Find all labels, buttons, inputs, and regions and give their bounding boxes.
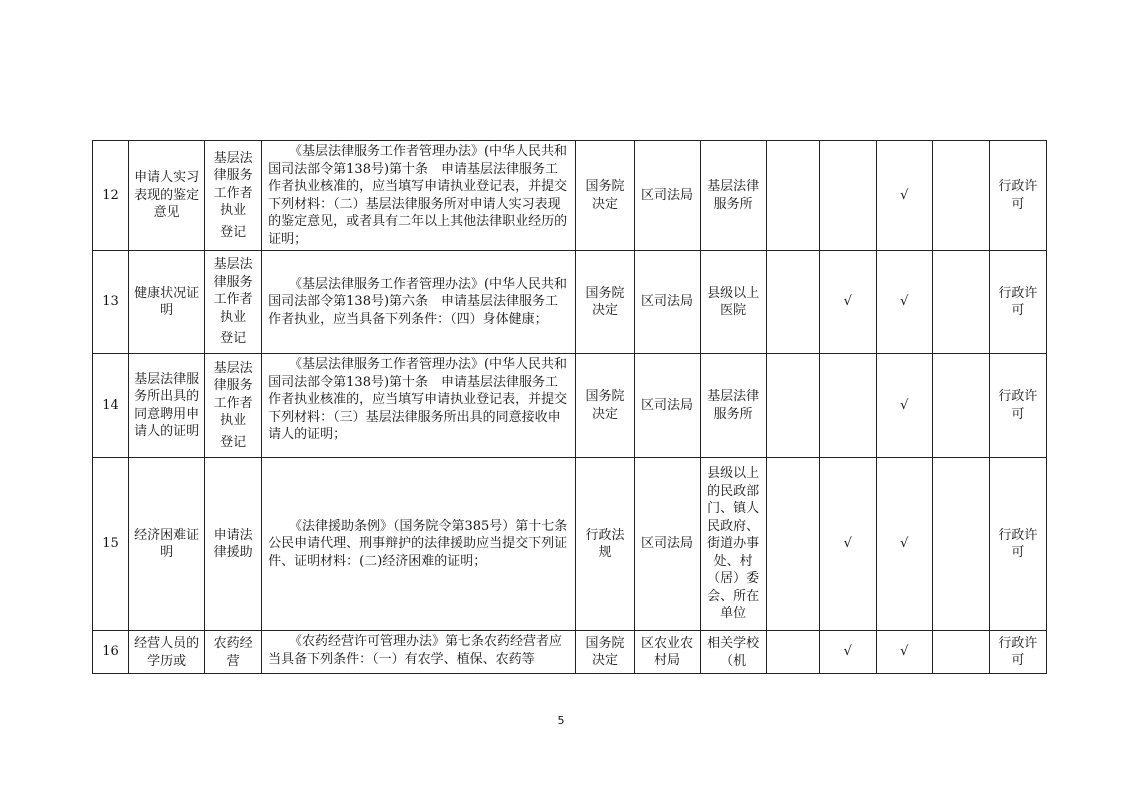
service-category [205,631,262,674]
check-cell [766,251,819,354]
table-row [93,141,1047,251]
check-cell: √ [876,141,932,251]
category-subtext: 登记 [220,331,247,347]
table-row [93,458,1047,631]
service-category [205,251,262,354]
category-text: 基层法律服务工作者执业 [213,150,253,219]
category-text: 申请法律援助 [213,527,253,560]
basis-level: 行政法规 [576,458,634,631]
check-cell: √ [876,458,932,631]
legal-basis: 《法律援助条例》（国务院令第385号）第十七条 公民申请代理、刑事辩护的法律援助应当提交下列证件、证明材料：(二)经济困难的证明； [262,458,576,631]
check-cell [819,141,876,251]
basis-level: 国务院决定 [576,141,634,251]
certificate-item: 经营人员的学历或 [129,631,205,674]
issuing-authority: 县级以上的民政部门、镇人民政府、街道办事处、村（居）委会、所在单位 [700,458,766,631]
row-number: 13 [93,251,129,354]
service-category [205,458,262,631]
legal-basis: 《基层法律服务工作者管理办法》(中华人民共和国司法部令第138号)第十条 申请基层法律服务工作者执业核准的，应当填写申请执业登记表，并提交下列材料：（二）基层法律服务所对申请人实习表现的鉴定意见，或者具有二年以上其他法律职业经历的证明； [262,141,576,251]
service-category [205,141,262,251]
legal-basis: 《基层法律服务工作者管理办法》(中华人民共和国司法部令第138号)第六条 申请基层法律服务工作者执业，应当具备下列条件：（四）身体健康； [262,251,576,354]
legal-basis: 《基层法律服务工作者管理办法》(中华人民共和国司法部令第138号)第十条 申请基层法律服务工作者执业核准的，应当填写申请执业登记表，并提交下列材料：（三）基层法律服务所出具的同意接收申请人的证明； [262,354,576,458]
legal-basis: 《农药经营许可管理办法》第七条农药经营者应当具备下列条件：（一）有农学、植保、农药等 [262,631,576,674]
check-cell [766,458,819,631]
service-category [205,354,262,458]
category-text: 农药经营 [213,636,253,669]
check-cell [766,631,819,674]
check-cell: √ [819,631,876,674]
responsible-department: 区司法局 [634,354,700,458]
check-cell [932,354,989,458]
check-cell: √ [876,251,932,354]
check-cell [932,141,989,251]
check-cell [766,354,819,458]
responsible-department: 区司法局 [634,458,700,631]
responsible-department: 区农业农村局 [634,631,700,674]
issuing-authority: 县级以上医院 [700,251,766,354]
table-row [93,631,1047,674]
issuing-authority: 相关学校（机 [700,631,766,674]
category-subtext: 登记 [220,224,247,240]
check-cell [766,141,819,251]
table-row [93,354,1047,458]
check-cell: √ [819,251,876,354]
matter-type: 行政许可 [989,458,1046,631]
matter-type: 行政许可 [989,141,1046,251]
table-row [93,251,1047,354]
check-cell: √ [819,458,876,631]
category-subtext: 登记 [220,434,247,450]
issuing-authority: 基层法律服务所 [700,354,766,458]
basis-level: 国务院决定 [576,631,634,674]
certificate-item: 健康状况证明 [129,251,205,354]
certificate-item: 基层法律服务所出具的同意聘用申请人的证明 [129,354,205,458]
row-number: 14 [93,354,129,458]
matter-type: 行政许可 [989,354,1046,458]
page-number: 5 [557,714,565,727]
category-text: 基层法律服务工作者执业 [213,257,253,325]
row-number: 16 [93,631,129,674]
responsible-department: 区司法局 [634,141,700,251]
check-cell [932,631,989,674]
check-cell: √ [876,631,932,674]
basis-level: 国务院决定 [576,251,634,354]
matter-type: 行政许可 [989,251,1046,354]
certificate-item: 申请人实习表现的鉴定意见 [129,141,205,251]
category-text: 基层法律服务工作者执业 [213,360,253,429]
issuing-authority: 基层法律服务所 [700,141,766,251]
certificate-item: 经济困难证明 [129,458,205,631]
basis-level: 国务院决定 [576,354,634,458]
check-cell [819,354,876,458]
check-cell: √ [876,354,932,458]
check-cell [932,251,989,354]
row-number: 12 [93,141,129,251]
certificate-list-table [92,140,1047,674]
matter-type: 行政许可 [989,631,1046,674]
row-number: 15 [93,458,129,631]
responsible-department: 区司法局 [634,251,700,354]
check-cell [932,458,989,631]
